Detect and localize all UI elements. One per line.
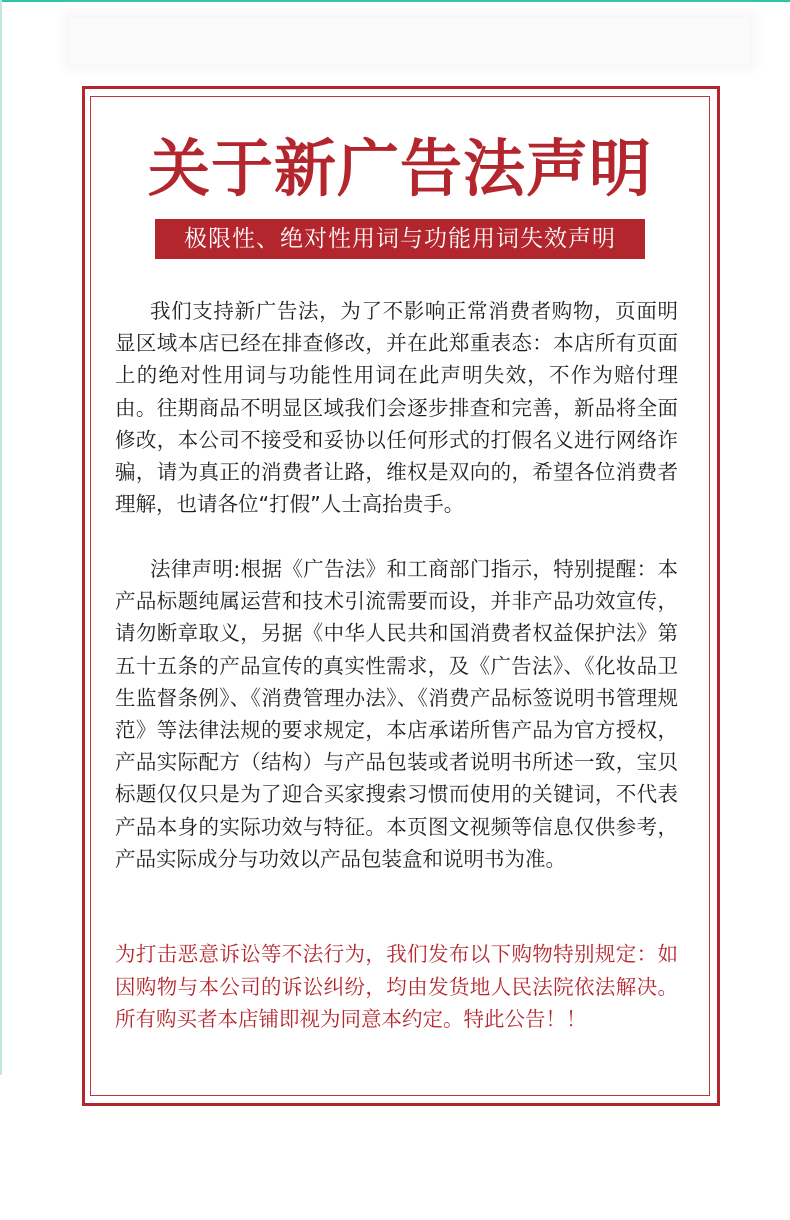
notice-paragraph-legal: 法律声明:根据《广告法》和工商部门指示，特别提醒：本产品标题纯属运营和技术引流需要而设，并非产品功效宣传，请勿断章取义，另据《中华人民共和国消费者权益保护法》第五十五条的产品宣传的真实性需求，及《广告法》、《化妆品卫生监督条例》、《消费管理办法》、《消费产品标签说明书管理规范》等法律法规的要求规定，本店承诺所售产品为官方授权，产品实际配方（结构）与产品包装或者说明书所述一致，宝贝标题仅仅只是为了迎合买家搜索习惯而使用的关键词，不代表产品本身的实际功效与特征。本页图文视频等信息仅供参考，产品实际成分与功效以产品包装盒和说明书为准。: [115, 557, 678, 871]
top-edge-line: [0, 0, 790, 2]
top-blank-band: [70, 18, 750, 64]
notice-subtitle: 极限性、绝对性用词与功能用词失效声明: [155, 219, 645, 259]
notice-special-rules: 为打击恶意诉讼等不法行为，我们发布以下购物特别规定：如因购物与本公司的诉讼纠纷，均由发货地人民法院依法解决。所有购买者本店铺即视为同意本约定。特此公告！！: [115, 942, 678, 1031]
notice-paragraph-support: 我们支持新广告法，为了不影响正常消费者购物，页面明显区域本店已经在排查修改，并在此郑重表态：本店所有页面上的绝对性用词与功能性用词在此声明失效，不作为赔付理由。往期商品不明显区域我们会逐步排查和完善，新品将全面修改，本公司不接受和妥协以任何形式的打假名义进行网络诈骗，请为真正的消费者让路，维权是双向的，希望各位消费者理解，也请各位“打假”人士高抬贵手。: [115, 299, 678, 517]
notice-title: 关于新广告法声明: [147, 132, 652, 205]
